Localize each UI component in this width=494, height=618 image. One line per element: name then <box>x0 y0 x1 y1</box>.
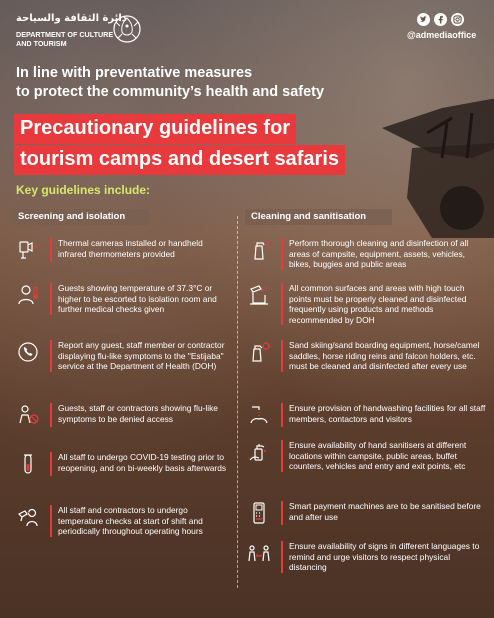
section-title-screening: Screening and isolation <box>12 209 149 225</box>
section-title-cleaning: Cleaning and sanitisation <box>245 209 392 225</box>
cleaning-item-text: Ensure availability of hand sanitisers at different locations within campsite, public areas, buffet counters, vehicles and entry and exit points, etc <box>289 440 467 471</box>
screening-item-text: All staff to undergo COVID-19 testing prior to reopening, and on bi-weekly basis afterwards <box>58 452 227 473</box>
thermal-camera-icon <box>16 238 40 262</box>
headline-line-1: Precautionary guidelines for <box>14 114 296 144</box>
screening-item-text: Guests showing temperature of 37.3°C or higher to be escorted to isolation room and further medical checks given <box>58 283 217 314</box>
intro-text <box>16 64 376 102</box>
headline-line-2: tourism camps and desert safaris <box>14 145 345 175</box>
screening-item-text: Guests, staff or contractors showing flu-like symptoms to be denied access <box>58 403 218 424</box>
column-divider <box>237 216 239 588</box>
key-guidelines-heading: Key guidelines include: <box>16 183 151 197</box>
fever-person-icon <box>16 283 40 307</box>
phone-call-icon <box>16 340 40 364</box>
intro-line-2: to protect the community’s health and safety <box>16 84 325 100</box>
cleaning-item <box>247 340 487 372</box>
spray-bottle-icon <box>247 238 271 262</box>
handwashing-icon <box>247 403 271 427</box>
screening-item <box>16 403 230 427</box>
cleaning-surface-icon <box>247 283 271 307</box>
disinfect-spray-icon <box>247 340 271 364</box>
dct-falcon-logo <box>112 12 142 46</box>
cleaning-item <box>247 403 487 427</box>
social-links <box>417 13 464 26</box>
screening-item-text: Thermal cameras installed or handheld infrared thermometers provided <box>58 238 203 259</box>
screening-item <box>16 340 230 372</box>
facebook-icon[interactable] <box>434 13 447 26</box>
cleaning-item <box>247 238 487 270</box>
brand-arabic-name: دائرة الثقافة والسياحة <box>16 13 127 24</box>
screening-item <box>16 505 230 537</box>
screening-item <box>16 452 230 476</box>
screening-item-text: All staff and contractors to undergo temperature checks at start of shift and periodically throughout operating hours <box>58 505 203 536</box>
screening-item <box>16 238 230 262</box>
denied-entry-icon <box>16 403 40 427</box>
cleaning-item <box>247 283 487 325</box>
cleaning-item-text: All common surfaces and areas with high touch points must be properly cleaned and disinfected frequently using products and methods recommended by DOH <box>289 283 467 325</box>
cleaning-item-text: Perform thorough cleaning and disinfection of all areas of campsite, equipment, assets, vehicles, bikes, buggies and public areas <box>289 238 469 269</box>
cleaning-item-text: Ensure provision of handwashing facilities for all staff members, contactors and visitors <box>289 403 486 424</box>
cleaning-item-text: Sand skiing/sand boarding equipment, horse/camel saddles, horse riding reins and falcon holders, etc. must be cleaned and disinfected after every use <box>289 340 480 371</box>
hand-sanitiser-icon <box>247 440 271 464</box>
payment-machine-icon <box>247 501 271 525</box>
social-handle[interactable]: @admediaoffice <box>407 30 477 40</box>
distancing-sign-icon <box>247 541 271 565</box>
brand-english-name: DEPARTMENT OF CULTURE AND TOURISM <box>16 30 114 48</box>
screening-item <box>16 283 230 315</box>
screening-item-text: Report any guest, staff member or contractor displaying flu-like symptoms to the "Estijaba" service at the Department of Health (DOH) <box>58 340 225 371</box>
cleaning-item <box>247 440 487 472</box>
cleaning-item <box>247 501 487 525</box>
intro-line-1: In line with preventative measures <box>16 65 253 81</box>
cleaning-item-text: Ensure availability of signs in different languages to remind and urge visitors to respect physical distancing <box>289 541 480 572</box>
cleaning-item <box>247 541 487 573</box>
test-tube-icon <box>16 452 40 476</box>
temperature-check-icon <box>16 505 40 529</box>
twitter-icon[interactable] <box>417 13 430 26</box>
instagram-icon[interactable] <box>451 13 464 26</box>
cleaning-item-text: Smart payment machines are to be sanitised before and after use <box>289 501 481 522</box>
